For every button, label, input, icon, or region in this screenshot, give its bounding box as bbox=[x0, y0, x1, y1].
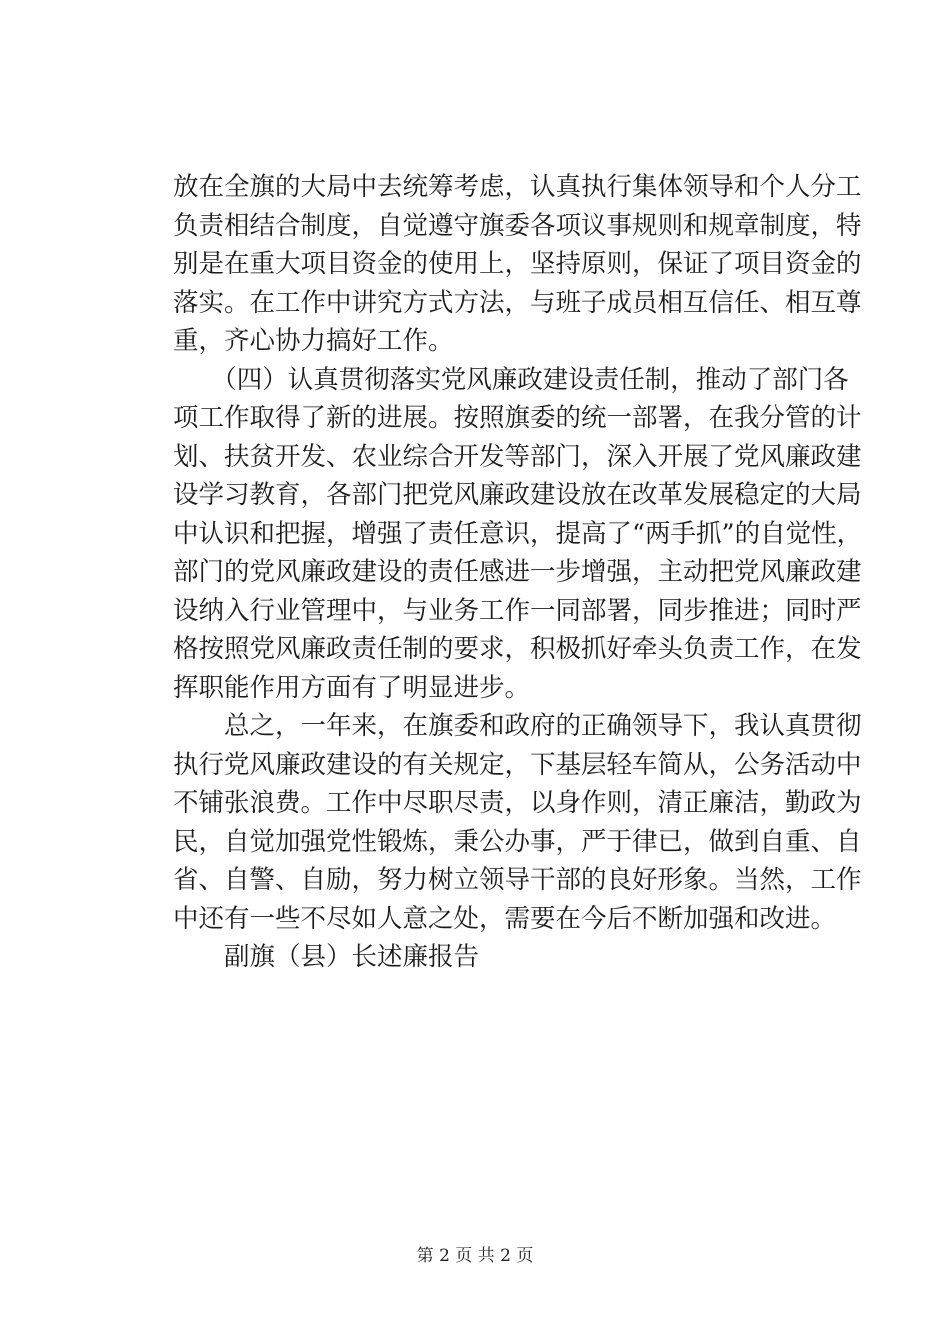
text-line: 中认识和把握，增强了责任意识，提高了“两手抓”的自觉性， bbox=[173, 518, 863, 549]
text-line: 负责相结合制度，自觉遵守旗委各项议事规则和规章制度，特 bbox=[173, 210, 862, 241]
text-line: 中还有一些不尽如人意之处，需要在今后不断加强和改进。 bbox=[173, 903, 837, 934]
text-line: （四）认真贯彻落实党风廉政建设责任制，推动了部门各 bbox=[173, 364, 849, 395]
text-line: 设纳入行业管理中，与业务工作一同部署，同步推进；同时严 bbox=[173, 595, 862, 626]
text-line: 省、自警、自励，努力树立领导干部的良好形象。当然，工作 bbox=[173, 865, 862, 895]
text-line: 设学习教育，各部门把党风廉政建设放在改革发展稳定的大局 bbox=[173, 480, 862, 510]
text-line: 别是在重大项目资金的使用上，坚持原则，保证了项目资金的 bbox=[173, 249, 862, 279]
text-line: 总之，一年来，在旗委和政府的正确领导下，我认真贯彻 bbox=[173, 711, 862, 741]
text-line: 挥职能作用方面有了明显进步。 bbox=[173, 672, 531, 703]
text-line: 不铺张浪费。工作中尽职尽责，以身作则，清正廉洁，勤政为 bbox=[173, 788, 862, 818]
text-line: 执行党风廉政建设的有关规定，下基层轻车简从，公务活动中 bbox=[173, 749, 862, 780]
page-footer: 第 2 页 共 2 页 bbox=[416, 1246, 534, 1266]
text-line: 副旗（县）长述廉报告 bbox=[173, 942, 480, 972]
text-line: 划、扶贫开发、农业综合开发等部门，深入开展了党风廉政建 bbox=[173, 441, 862, 472]
text-line: 格按照党风廉政责任制的要求，积极抓好牵头负责工作，在发 bbox=[173, 634, 862, 664]
text-line: 项工作取得了新的进展。按照旗委的统一部署，在我分管的计 bbox=[173, 403, 862, 433]
text-line: 重，齐心协力搞好工作。 bbox=[173, 326, 454, 356]
text-line: 放在全旗的大局中去统筹考虑，认真执行集体领导和个人分工 bbox=[173, 172, 862, 202]
text-line: 民，自觉加强党性锻炼，秉公办事，严于律已，做到自重、自 bbox=[173, 826, 862, 857]
document-body bbox=[173, 168, 863, 977]
text-line: 落实。在工作中讲究方式方法，与班子成员相互信任、相互尊 bbox=[173, 287, 862, 318]
text-line: 部门的党风廉政建设的责任感进一步增强，主动把党风廉政建 bbox=[173, 557, 862, 587]
